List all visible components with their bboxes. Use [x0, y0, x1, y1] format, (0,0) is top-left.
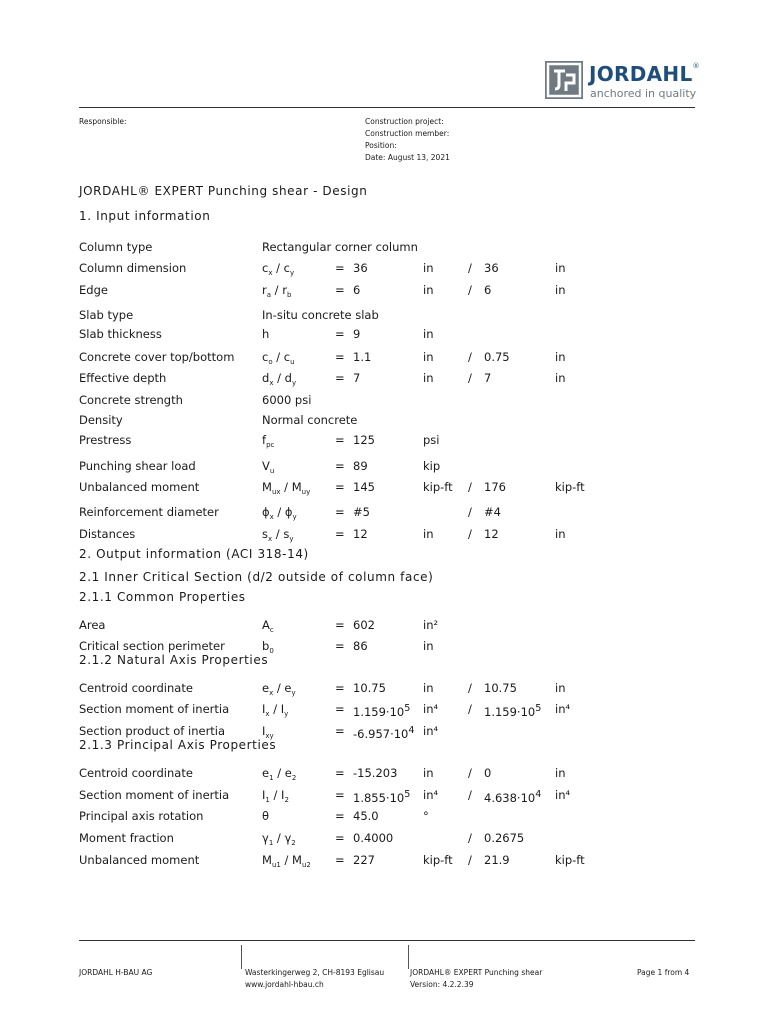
- cell-eq: =: [335, 261, 345, 275]
- cell-eq: =: [335, 788, 345, 802]
- cell-u1: kip: [423, 459, 441, 473]
- cell-u2: kip-ft: [555, 853, 585, 867]
- cell-label: Reinforcement diameter: [79, 505, 219, 519]
- table-row: [79, 458, 695, 474]
- cell-eq: =: [335, 459, 345, 473]
- cell-label: Centroid coordinate: [79, 681, 193, 695]
- cell-sl: /: [468, 283, 472, 297]
- cell-v1: 86: [353, 639, 368, 653]
- cell-v1: 45.0: [353, 809, 379, 823]
- cell-sym: $I_{xy}$: [262, 724, 274, 740]
- responsible-label: Responsible:: [79, 117, 127, 126]
- cell-v2: 21.9: [484, 853, 510, 867]
- cell-eq: =: [335, 681, 345, 695]
- cell-v1: 10.75: [353, 681, 386, 695]
- cell-label: Unbalanced moment: [79, 853, 200, 867]
- cell-u1: in: [423, 527, 434, 541]
- cell-sl: /: [468, 681, 472, 695]
- cell-label: Slab thickness: [79, 327, 162, 341]
- cell-label: Prestress: [79, 433, 132, 447]
- table-row: [79, 787, 695, 803]
- cell-sl: /: [468, 527, 472, 541]
- cell-u2: kip-ft: [555, 480, 585, 494]
- table-row: [79, 260, 695, 276]
- footer-rule: [79, 940, 695, 941]
- cell-sl: /: [468, 505, 472, 519]
- cell-sym: $V_u$: [262, 459, 275, 475]
- footer-address: Wasterkingerweg 2, CH-8193 Eglisau: [245, 968, 385, 977]
- cell-v2: 6: [484, 283, 492, 297]
- cell-eq: =: [335, 618, 345, 632]
- brand-tagline: anchored in quality: [590, 87, 697, 100]
- cell-sym: $f_{pc}$: [262, 433, 275, 449]
- cell-u1: in⁴: [423, 788, 439, 802]
- cell-sym: $\phi_x / \phi_y$: [262, 505, 297, 521]
- cell-sym: $A_c$: [262, 618, 274, 634]
- section-heading-inner: 2.1 Inner Critical Section (d/2 outside of column face): [79, 570, 434, 584]
- cell-sym: Normal concrete: [262, 413, 358, 427]
- cell-label: Slab type: [79, 308, 134, 322]
- cell-label: Column dimension: [79, 261, 187, 275]
- cell-u1: in: [423, 261, 434, 275]
- cell-v1: 9: [353, 327, 361, 341]
- cell-v1: 0.4000: [353, 831, 394, 845]
- header-rule: [79, 107, 695, 108]
- table-row: [79, 765, 695, 781]
- cell-v1: $1.159\cdot 10^5$: [353, 703, 411, 719]
- cell-u1: psi: [423, 433, 440, 447]
- footer-product-block: [410, 967, 542, 991]
- cell-label: Density: [79, 413, 123, 427]
- cell-sl: /: [468, 853, 472, 867]
- section-heading-output: 2. Output information (ACI 318-14): [79, 547, 309, 561]
- footer-website[interactable]: www.jordahl-hbau.ch: [245, 980, 324, 989]
- cell-sym: 6000 psi: [262, 393, 312, 407]
- cell-u1: in: [423, 371, 434, 385]
- cell-eq: =: [335, 433, 345, 447]
- cell-label: Centroid coordinate: [79, 766, 193, 780]
- cell-v2: 7: [484, 371, 492, 385]
- cell-eq: =: [335, 831, 345, 845]
- cell-u1: in⁴: [423, 702, 439, 716]
- section-heading-common: 2.1.1 Common Properties: [79, 590, 246, 604]
- cell-eq: =: [335, 639, 345, 653]
- cell-label: Edge: [79, 283, 108, 297]
- footer-version: Version: 4.2.2.39: [410, 980, 474, 989]
- cell-v2: #4: [484, 505, 501, 519]
- cell-label: Punching shear load: [79, 459, 196, 473]
- cell-u1: in: [423, 327, 434, 341]
- cell-v2: 0: [484, 766, 492, 780]
- cell-v1: 89: [353, 459, 368, 473]
- cell-eq: =: [335, 371, 345, 385]
- table-row: [79, 617, 695, 633]
- cell-sym: $M_{u1} / M_{u2}$: [262, 853, 311, 869]
- table-row: [79, 680, 695, 696]
- table-row: [79, 852, 695, 868]
- cell-sym: $M_{ux} / M_{uy}$: [262, 480, 311, 496]
- cell-sym: $b_0$: [262, 639, 274, 655]
- cell-eq: =: [335, 350, 345, 364]
- cell-v2: $4.638\cdot 10^4$: [484, 789, 542, 805]
- cell-sym: $r_a / r_b$: [262, 283, 292, 299]
- cell-label: Moment fraction: [79, 831, 174, 845]
- brand-name: JORDAHL®: [589, 62, 700, 86]
- cell-u2: in⁴: [555, 788, 571, 802]
- table-row: [79, 830, 695, 846]
- cell-u2: in: [555, 527, 566, 541]
- cell-sl: /: [468, 261, 472, 275]
- cell-u2: in: [555, 350, 566, 364]
- cell-sl: /: [468, 480, 472, 494]
- cell-u1: °: [423, 809, 429, 823]
- cell-eq: =: [335, 505, 345, 519]
- cell-v1: 125: [353, 433, 375, 447]
- cell-label: Area: [79, 618, 106, 632]
- cell-v1: 6: [353, 283, 361, 297]
- cell-v1: -15.203: [353, 766, 398, 780]
- cell-sym: $I_1 / I_2$: [262, 788, 289, 804]
- cell-sl: /: [468, 831, 472, 845]
- cell-eq: =: [335, 853, 345, 867]
- cell-sym: In-situ concrete slab: [262, 308, 379, 322]
- table-row: [79, 412, 695, 428]
- footer-divider: [241, 945, 242, 969]
- table-row: [79, 723, 695, 739]
- cell-v2: 0.2675: [484, 831, 525, 845]
- cell-u1: in: [423, 350, 434, 364]
- table-row: [79, 307, 695, 323]
- table-row: [79, 370, 695, 386]
- cell-u1: kip-ft: [423, 480, 453, 494]
- cell-sym: h: [262, 327, 270, 341]
- table-row: [79, 638, 695, 654]
- table-row: [79, 326, 695, 342]
- cell-u1: in: [423, 766, 434, 780]
- cell-label: Concrete strength: [79, 393, 183, 407]
- footer-divider: [408, 945, 409, 969]
- cell-v1: 7: [353, 371, 361, 385]
- cell-label: Effective depth: [79, 371, 167, 385]
- cell-sl: /: [468, 371, 472, 385]
- cell-sym: $c_x / c_y$: [262, 261, 295, 277]
- cell-v2: 0.75: [484, 350, 510, 364]
- cell-sym: Rectangular corner column: [262, 240, 418, 254]
- cell-eq: =: [335, 327, 345, 341]
- cell-v1: 36: [353, 261, 368, 275]
- cell-v1: $1.855\cdot 10^5$: [353, 789, 411, 805]
- project-line: Construction member:: [365, 129, 450, 138]
- table-row: [79, 392, 695, 408]
- cell-v1: 145: [353, 480, 375, 494]
- footer-company: JORDAHL H-BAU AG: [79, 968, 153, 977]
- cell-eq: =: [335, 809, 345, 823]
- footer-page: Page 1 from 4: [637, 968, 690, 977]
- project-info: [365, 116, 450, 164]
- cell-label: Section moment of inertia: [79, 788, 230, 802]
- table-row: [79, 349, 695, 365]
- cell-u1: in²: [423, 618, 439, 632]
- cell-u2: in: [555, 766, 566, 780]
- cell-label: Section product of inertia: [79, 724, 226, 738]
- cell-label: Section moment of inertia: [79, 702, 230, 716]
- cell-label: Distances: [79, 527, 136, 541]
- table-row: [79, 526, 695, 542]
- cell-label: Column type: [79, 240, 153, 254]
- cell-sym: $e_1 / e_2$: [262, 766, 297, 782]
- section-heading-input: 1. Input information: [79, 209, 211, 223]
- jordahl-logo-icon: [545, 61, 583, 99]
- section-heading-natural: 2.1.2 Natural Axis Properties: [79, 653, 269, 667]
- table-row: [79, 504, 695, 520]
- cell-v1: 12: [353, 527, 368, 541]
- cell-v1: 227: [353, 853, 375, 867]
- cell-u1: kip-ft: [423, 853, 453, 867]
- cell-v2: $1.159\cdot 10^5$: [484, 703, 542, 719]
- cell-sym: $s_x / s_y$: [262, 527, 294, 543]
- cell-v2: 36: [484, 261, 499, 275]
- cell-v2: 12: [484, 527, 499, 541]
- cell-u2: in: [555, 283, 566, 297]
- cell-v2: 176: [484, 480, 506, 494]
- cell-eq: =: [335, 527, 345, 541]
- cell-v2: 10.75: [484, 681, 517, 695]
- cell-eq: =: [335, 766, 345, 780]
- cell-sym: $I_x / I_y$: [262, 702, 289, 718]
- document-title: JORDAHL® EXPERT Punching shear - Design: [79, 184, 368, 198]
- cell-u1: in: [423, 639, 434, 653]
- cell-v1: $-6.957\cdot 10^4$: [353, 725, 415, 741]
- cell-sym: $d_x / d_y$: [262, 371, 297, 387]
- cell-eq: =: [335, 480, 345, 494]
- project-line: Date: August 13, 2021: [365, 153, 450, 162]
- cell-label: Concrete cover top/bottom: [79, 350, 235, 364]
- footer-product: JORDAHL® EXPERT Punching shear: [410, 968, 543, 977]
- project-line: Position:: [365, 141, 397, 150]
- cell-label: Unbalanced moment: [79, 480, 200, 494]
- cell-sym: $\gamma_1 / \gamma_2$: [262, 831, 296, 847]
- cell-v1: 602: [353, 618, 375, 632]
- cell-eq: =: [335, 724, 345, 738]
- table-row: [79, 808, 695, 824]
- cell-u2: in: [555, 371, 566, 385]
- cell-v1: 1.1: [353, 350, 372, 364]
- cell-u2: in: [555, 681, 566, 695]
- cell-u2: in⁴: [555, 702, 571, 716]
- project-line: Construction project:: [365, 117, 444, 126]
- cell-sl: /: [468, 788, 472, 802]
- table-row: [79, 479, 695, 495]
- cell-v1: #5: [353, 505, 370, 519]
- cell-u1: in: [423, 681, 434, 695]
- cell-sl: /: [468, 702, 472, 716]
- table-row: [79, 432, 695, 448]
- table-row: [79, 239, 695, 255]
- table-row: [79, 282, 695, 298]
- cell-sym: $e_x / e_y$: [262, 681, 296, 697]
- footer-address-block: [245, 967, 384, 991]
- table-row: [79, 701, 695, 717]
- cell-sl: /: [468, 766, 472, 780]
- cell-eq: =: [335, 702, 345, 716]
- cell-label: Principal axis rotation: [79, 809, 204, 823]
- cell-eq: =: [335, 283, 345, 297]
- cell-sym: θ: [262, 809, 270, 823]
- section-heading-principal: 2.1.3 Principal Axis Properties: [79, 738, 277, 752]
- cell-sym: $c_o / c_u$: [262, 350, 295, 366]
- cell-u2: in: [555, 261, 566, 275]
- cell-u1: in⁴: [423, 724, 439, 738]
- cell-u1: in: [423, 283, 434, 297]
- cell-sl: /: [468, 350, 472, 364]
- cell-label: Critical section perimeter: [79, 639, 225, 653]
